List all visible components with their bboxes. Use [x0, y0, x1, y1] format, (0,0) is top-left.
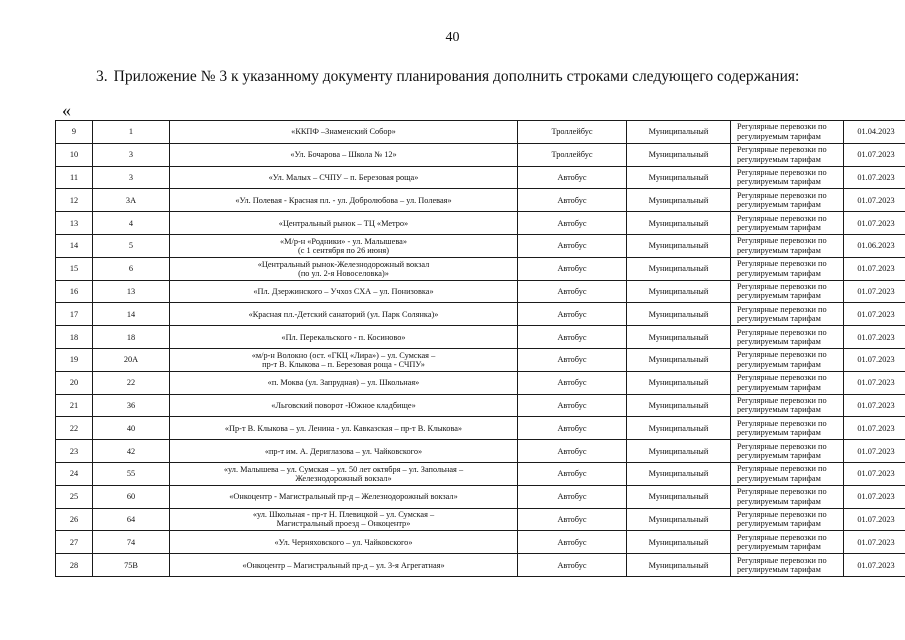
transport-mode-line: Регулярные перевозки по — [737, 259, 827, 269]
transport-mode-line: регулируемым тарифам — [737, 359, 821, 369]
page-number: 40 — [445, 30, 460, 45]
route-number-cell: 3 — [93, 166, 170, 189]
row-number-cell: 25 — [56, 485, 93, 508]
transport-mode-line: регулируемым тарифам — [737, 200, 821, 210]
transport-mode-line: Регулярные перевозки по — [737, 418, 827, 428]
table-row — [56, 121, 905, 144]
transport-mode-line: Регулярные перевозки по — [737, 145, 827, 155]
table-row — [56, 371, 905, 394]
vehicle-type-cell: Автобус — [518, 166, 627, 189]
transport-mode-line: Регулярные перевозки по — [737, 236, 827, 246]
start-date-cell: 01.07.2023 — [844, 326, 905, 349]
route-name-line: «Ул. Черняховского – ул. Чайковского» — [274, 537, 413, 547]
transport-mode-line: регулируемым тарифам — [737, 542, 821, 552]
section-heading — [96, 68, 876, 86]
transport-mode-cell — [731, 303, 844, 326]
table-row — [56, 417, 905, 440]
route-name-line: «Пл. Перекальского - п. Косиново» — [281, 332, 406, 342]
route-number-cell: 42 — [93, 440, 170, 463]
vehicle-type-cell: Автобус — [518, 394, 627, 417]
row-number-cell: 23 — [56, 440, 93, 463]
transport-mode-line: регулируемым тарифам — [737, 451, 821, 461]
route-number-cell: 20А — [93, 348, 170, 371]
start-date-cell: 01.07.2023 — [844, 143, 905, 166]
vehicle-type-cell: Автобус — [518, 440, 627, 463]
transport-mode-line: регулируемым тарифам — [737, 223, 821, 233]
row-number-cell: 28 — [56, 554, 93, 577]
route-name-cell — [170, 326, 518, 349]
table-row — [56, 485, 905, 508]
route-name-line: Магистральный проезд – Онкоцентр» — [276, 519, 411, 529]
transport-mode-line: Регулярные перевозки по — [737, 395, 827, 405]
route-category-cell: Муниципальный — [627, 257, 731, 280]
route-category-cell: Муниципальный — [627, 394, 731, 417]
route-category-cell: Муниципальный — [627, 303, 731, 326]
route-name-line: «ул. Малышева – ул. Сумская – ул. 50 лет октября – ул. Запольная – — [223, 464, 464, 474]
start-date-cell: 01.07.2023 — [844, 166, 905, 189]
route-name-line: «Онкоцентр - Магистральный пр-д – Железнодорожный вокзал» — [229, 492, 458, 502]
route-name-line: «Пр-т В. Клыкова – ул. Ленина - ул. Кавказская – пр-т В. Клыкова» — [224, 423, 463, 433]
route-name-line: «м/р-н Волокно (ост. «ГКЦ «Лира») – ул. Сумская – — [251, 350, 436, 360]
route-category-cell: Муниципальный — [627, 485, 731, 508]
transport-mode-line: регулируемым тарифам — [737, 268, 821, 278]
vehicle-type-cell: Автобус — [518, 417, 627, 440]
start-date-cell: 01.06.2023 — [844, 234, 905, 257]
route-number-cell: 4 — [93, 212, 170, 235]
vehicle-type-cell: Автобус — [518, 371, 627, 394]
vehicle-type-cell: Троллейбус — [518, 143, 627, 166]
vehicle-type-cell: Автобус — [518, 280, 627, 303]
row-number-cell: 10 — [56, 143, 93, 166]
route-number-cell: 64 — [93, 508, 170, 531]
route-name-cell — [170, 554, 518, 577]
route-name-line: «Центральный рынок-Железнодорожный вокзал — [257, 259, 430, 269]
transport-mode-line: Регулярные перевозки по — [737, 487, 827, 497]
table-row — [56, 257, 905, 280]
table-row — [56, 508, 905, 531]
row-number-cell: 11 — [56, 166, 93, 189]
route-name-cell — [170, 440, 518, 463]
route-name-cell — [170, 394, 518, 417]
transport-mode-cell — [731, 462, 844, 485]
route-name-line: «Онкоцентр – Магистральный пр-д – ул. 3-я Агрегатная» — [242, 560, 445, 570]
route-name-line: «ККПФ –Знаменский Собор» — [291, 127, 396, 137]
start-date-cell: 01.07.2023 — [844, 394, 905, 417]
table-row — [56, 348, 905, 371]
transport-mode-cell — [731, 531, 844, 554]
table-row — [56, 212, 905, 235]
transport-mode-cell — [731, 257, 844, 280]
routes-table — [55, 120, 905, 577]
row-number-cell: 26 — [56, 508, 93, 531]
vehicle-type-cell: Автобус — [518, 257, 627, 280]
section-heading-text: Приложение № 3 к указанному документу планирования дополнить строками следующего содержания: — [113, 68, 800, 85]
route-category-cell: Муниципальный — [627, 531, 731, 554]
start-date-cell: 01.07.2023 — [844, 212, 905, 235]
vehicle-type-cell: Автобус — [518, 531, 627, 554]
route-name-cell — [170, 462, 518, 485]
transport-mode-line: Регулярные перевозки по — [737, 304, 827, 314]
route-name-line: «Красная пл.-Детский санаторий (ул. Парк Солянка)» — [248, 309, 439, 319]
transport-mode-line: Регулярные перевозки по — [737, 509, 827, 519]
start-date-cell: 01.07.2023 — [844, 257, 905, 280]
row-number-cell: 22 — [56, 417, 93, 440]
start-date-cell: 01.04.2023 — [844, 121, 905, 144]
transport-mode-cell — [731, 371, 844, 394]
start-date-cell: 01.07.2023 — [844, 440, 905, 463]
row-number-cell: 24 — [56, 462, 93, 485]
route-number-cell: 22 — [93, 371, 170, 394]
section-number: 3. — [96, 68, 108, 85]
route-name-cell — [170, 348, 518, 371]
start-date-cell: 01.07.2023 — [844, 462, 905, 485]
route-category-cell: Муниципальный — [627, 371, 731, 394]
transport-mode-line: Регулярные перевозки по — [737, 373, 827, 383]
transport-mode-line: Регулярные перевозки по — [737, 122, 827, 132]
transport-mode-line: регулируемым тарифам — [737, 337, 821, 347]
transport-mode-cell — [731, 440, 844, 463]
route-name-line: «Ул. Малых – СЧПУ – п. Березовая роща» — [268, 172, 419, 182]
route-category-cell: Муниципальный — [627, 417, 731, 440]
row-number-cell: 27 — [56, 531, 93, 554]
route-number-cell: 60 — [93, 485, 170, 508]
row-number-cell: 9 — [56, 121, 93, 144]
route-name-cell — [170, 417, 518, 440]
table-row — [56, 166, 905, 189]
route-name-line: «Ул. Полевая - Красная пл. - ул. Добролюбова – ул. Полевая» — [235, 195, 452, 205]
transport-mode-cell — [731, 554, 844, 577]
route-category-cell: Муниципальный — [627, 554, 731, 577]
transport-mode-cell — [731, 212, 844, 235]
row-number-cell: 19 — [56, 348, 93, 371]
route-name-cell — [170, 371, 518, 394]
route-category-cell: Муниципальный — [627, 143, 731, 166]
routes-table-body — [56, 121, 905, 577]
route-name-cell — [170, 508, 518, 531]
transport-mode-line: регулируемым тарифам — [737, 314, 821, 324]
route-number-cell: 74 — [93, 531, 170, 554]
row-number-cell: 16 — [56, 280, 93, 303]
start-date-cell: 01.07.2023 — [844, 371, 905, 394]
row-number-cell: 17 — [56, 303, 93, 326]
transport-mode-cell — [731, 417, 844, 440]
route-name-cell — [170, 234, 518, 257]
route-category-cell: Муниципальный — [627, 348, 731, 371]
route-number-cell: 55 — [93, 462, 170, 485]
route-category-cell: Муниципальный — [627, 189, 731, 212]
route-name-line: «п. Моква (ул. Запрудная) – ул. Школьная» — [267, 378, 420, 388]
transport-mode-cell — [731, 280, 844, 303]
transport-mode-cell — [731, 485, 844, 508]
transport-mode-line: Регулярные перевозки по — [737, 190, 827, 200]
row-number-cell: 15 — [56, 257, 93, 280]
transport-mode-cell — [731, 348, 844, 371]
vehicle-type-cell: Автобус — [518, 485, 627, 508]
vehicle-type-cell: Автобус — [518, 508, 627, 531]
vehicle-type-cell: Автобус — [518, 234, 627, 257]
route-number-cell: 40 — [93, 417, 170, 440]
route-name-line: (по ул. 2-я Новоселовка)» — [298, 268, 389, 278]
route-name-cell — [170, 257, 518, 280]
route-name-cell — [170, 143, 518, 166]
route-name-cell — [170, 531, 518, 554]
start-date-cell: 01.07.2023 — [844, 417, 905, 440]
transport-mode-line: Регулярные перевозки по — [737, 555, 827, 565]
row-number-cell: 13 — [56, 212, 93, 235]
transport-mode-line: регулируемым тарифам — [737, 519, 821, 529]
transport-mode-cell — [731, 508, 844, 531]
transport-mode-cell — [731, 143, 844, 166]
route-number-cell: 1 — [93, 121, 170, 144]
transport-mode-line: регулируемым тарифам — [737, 428, 821, 438]
route-name-cell — [170, 166, 518, 189]
route-name-line: «Пл. Дзержинского – Учхоз СХА – ул. Понизовка» — [253, 286, 434, 296]
start-date-cell: 01.07.2023 — [844, 508, 905, 531]
route-name-cell — [170, 485, 518, 508]
vehicle-type-cell: Автобус — [518, 348, 627, 371]
transport-mode-cell — [731, 234, 844, 257]
table-row — [56, 462, 905, 485]
row-number-cell: 20 — [56, 371, 93, 394]
route-category-cell: Муниципальный — [627, 440, 731, 463]
route-name-line: «Центральный рынок – ТЦ «Метро» — [278, 218, 409, 228]
transport-mode-line: Регулярные перевозки по — [737, 281, 827, 291]
table-row — [56, 554, 905, 577]
route-name-line: «М/р-н «Родники» - ул. Малышева» — [280, 236, 407, 246]
table-row — [56, 280, 905, 303]
transport-mode-line: Регулярные перевозки по — [737, 327, 827, 337]
transport-mode-cell — [731, 121, 844, 144]
route-category-cell: Муниципальный — [627, 166, 731, 189]
route-number-cell: 3А — [93, 189, 170, 212]
route-name-line: «пр-т им. А. Дериглазова – ул. Чайковского» — [264, 446, 423, 456]
route-name-line: пр-т В. Клыкова – п. Березовая роща - СЧПУ» — [262, 359, 425, 369]
route-number-cell: 5 — [93, 234, 170, 257]
transport-mode-line: Регулярные перевозки по — [737, 350, 827, 360]
transport-mode-cell — [731, 166, 844, 189]
transport-mode-line: регулируемым тарифам — [737, 154, 821, 164]
transport-mode-line: Регулярные перевозки по — [737, 532, 827, 542]
transport-mode-line: Регулярные перевозки по — [737, 213, 827, 223]
vehicle-type-cell: Автобус — [518, 462, 627, 485]
start-date-cell: 01.07.2023 — [844, 280, 905, 303]
start-date-cell: 01.07.2023 — [844, 485, 905, 508]
start-date-cell: 01.07.2023 — [844, 189, 905, 212]
transport-mode-line: регулируемым тарифам — [737, 245, 821, 255]
route-name-cell — [170, 189, 518, 212]
route-number-cell: 36 — [93, 394, 170, 417]
transport-mode-line: Регулярные перевозки по — [737, 441, 827, 451]
row-number-cell: 21 — [56, 394, 93, 417]
route-category-cell: Муниципальный — [627, 462, 731, 485]
transport-mode-line: регулируемым тарифам — [737, 473, 821, 483]
start-date-cell: 01.07.2023 — [844, 531, 905, 554]
vehicle-type-cell: Автобус — [518, 303, 627, 326]
vehicle-type-cell: Троллейбус — [518, 121, 627, 144]
route-number-cell: 3 — [93, 143, 170, 166]
route-name-line: (с 1 сентября по 26 июня) — [298, 245, 389, 255]
route-category-cell: Муниципальный — [627, 508, 731, 531]
vehicle-type-cell: Автобус — [518, 554, 627, 577]
transport-mode-line: регулируемым тарифам — [737, 291, 821, 301]
row-number-cell: 14 — [56, 234, 93, 257]
start-date-cell: 01.07.2023 — [844, 348, 905, 371]
transport-mode-cell — [731, 326, 844, 349]
route-name-cell — [170, 212, 518, 235]
route-number-cell: 14 — [93, 303, 170, 326]
transport-mode-line: Регулярные перевозки по — [737, 464, 827, 474]
transport-mode-line: регулируемым тарифам — [737, 565, 821, 575]
table-row — [56, 189, 905, 212]
table-row — [56, 234, 905, 257]
route-category-cell: Муниципальный — [627, 121, 731, 144]
table-row — [56, 440, 905, 463]
route-name-line: «ул. Школьная - пр-т Н. Плевицкой – ул. Сумская – — [252, 510, 435, 520]
route-category-cell: Муниципальный — [627, 212, 731, 235]
route-number-cell: 75В — [93, 554, 170, 577]
table-row — [56, 326, 905, 349]
start-date-cell: 01.07.2023 — [844, 554, 905, 577]
start-date-cell: 01.07.2023 — [844, 303, 905, 326]
vehicle-type-cell: Автобус — [518, 189, 627, 212]
table-row — [56, 394, 905, 417]
route-category-cell: Муниципальный — [627, 326, 731, 349]
transport-mode-line: Регулярные перевозки по — [737, 167, 827, 177]
row-number-cell: 12 — [56, 189, 93, 212]
route-number-cell: 13 — [93, 280, 170, 303]
route-name-cell — [170, 303, 518, 326]
route-number-cell: 18 — [93, 326, 170, 349]
transport-mode-line: регулируемым тарифам — [737, 177, 821, 187]
table-row — [56, 303, 905, 326]
transport-mode-line: регулируемым тарифам — [737, 405, 821, 415]
opening-quote-mark: « — [62, 100, 71, 120]
table-row — [56, 531, 905, 554]
vehicle-type-cell: Автобус — [518, 212, 627, 235]
row-number-cell: 18 — [56, 326, 93, 349]
route-name-line: Железнодорожный вокзал» — [295, 473, 392, 483]
transport-mode-line: регулируемым тарифам — [737, 131, 821, 141]
route-name-line: «Ул. Бочарова – Школа № 12» — [290, 150, 397, 160]
route-name-cell — [170, 280, 518, 303]
route-number-cell: 6 — [93, 257, 170, 280]
transport-mode-cell — [731, 394, 844, 417]
vehicle-type-cell: Автобус — [518, 326, 627, 349]
route-name-line: «Льговский поворот -Южное кладбище» — [271, 400, 416, 410]
table-row — [56, 143, 905, 166]
transport-mode-line: регулируемым тарифам — [737, 496, 821, 506]
route-name-cell — [170, 121, 518, 144]
transport-mode-cell — [731, 189, 844, 212]
transport-mode-line: регулируемым тарифам — [737, 382, 821, 392]
route-category-cell: Муниципальный — [627, 234, 731, 257]
route-category-cell: Муниципальный — [627, 280, 731, 303]
